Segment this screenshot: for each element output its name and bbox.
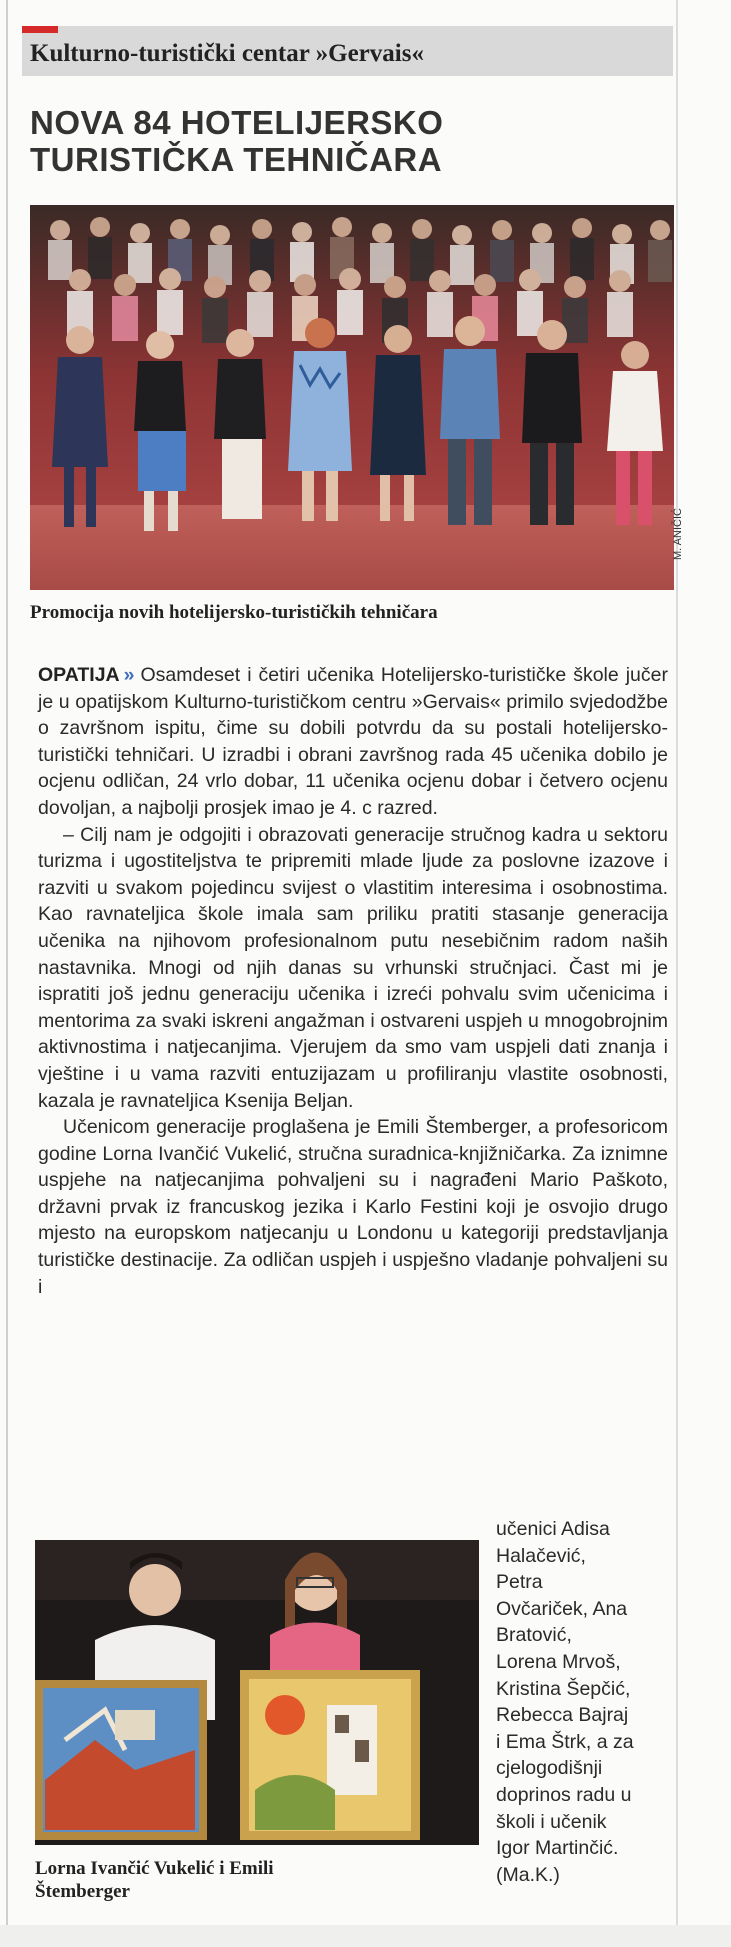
author-initials: (Ma.K.)	[496, 1863, 560, 1886]
article-continuation	[496, 1516, 676, 1888]
headline-line-1: NOVA 84 HOTELIJERSKO	[30, 104, 444, 141]
main-photo-caption: Promocija novih hotelijersko-turističkih tehničara	[30, 602, 438, 623]
continuation-line: učenici Adisa	[496, 1518, 610, 1540]
article-paragraph-3: Učenicom generacije proglašena je Emili Štemberger, a profesoricom godine Lorna Ivančić Vukelić, stručna suradnica-knjižničarka. Za iznimne uspjehe na natjecanjima pohvaljeni su i nagrađeni Mario Paškoto, državni prvak iz francuskog jezika i Karlo Festini koji je osvojio drugo mjesto na europskom natjecanju u Londonu u kategoriji predstavljanja turističke destinacije. Za odličan uspjeh i uspješno vladanje pohvaljeni su i	[38, 1116, 668, 1298]
paragraph-1-text: Osamdeset i četiri učenika Hotelijersko-turističke škole jučer je u opatijskom Kulturno-turističkom centru »Gervais« primilo svjedodžbe o završnom ispitu, čime su dobili potvrdu da su postali hotelijersko-turistički tehničari. U izradbi i obrani završnog rada 45 učenika dobilo je ocjenu odličan, 24 vrlo dobar, 11 učenika ocjenu dobar i četvero ocjenu dovoljan, a najbolji prosjek imao je 4. c razred.	[38, 664, 668, 819]
continuation-line: Ovčariček, Ana	[496, 1597, 628, 1620]
dateline: OPATIJA	[38, 664, 120, 686]
continuation-line: Bratović,	[496, 1624, 572, 1647]
dateline-arrows-icon: »	[123, 664, 135, 686]
continuation-line: Kristina Šepčić,	[496, 1677, 631, 1700]
page-edge-bottom	[0, 1925, 731, 1947]
page-edge-left	[6, 0, 8, 1925]
main-photo	[30, 205, 674, 590]
kicker-accent	[22, 26, 58, 33]
article-paragraph-1	[38, 662, 668, 822]
continuation-line: Lorena Mrvoš,	[496, 1650, 621, 1673]
photo-credit: M. ANIČIĆ	[672, 508, 684, 560]
award-caption-line-2: Štemberger	[35, 1881, 130, 1902]
continuation-line: Petra	[496, 1571, 543, 1594]
graduates-group-photo	[30, 205, 674, 590]
page-edge-right	[676, 0, 678, 1925]
award-photo	[35, 1540, 479, 1845]
continuation-line: Igor Martinčić.	[496, 1837, 619, 1860]
continuation-line: doprinos radu u	[496, 1783, 632, 1806]
award-photo-caption	[35, 1857, 475, 1903]
article-paragraph-2: – Cilj nam je odgojiti i obrazovati generacije stručnog kadra u sektoru turizma i ugostiteljstva te pripremiti mlade ljude za poslovne izazove i razviti u svakom pojedincu svijest o vlastitim interesima i osobnostima. Kao ravnateljica škole imala sam priliku pratiti stasanje generacija učenika na njihovom profesionalnom putu nesebičnim radom naših nastavnika. Mnogi od njih danas su vrhunski stručnjaci. Čast mi je ispratiti još jednu generaciju učenika i izreći pohvalu svim učenicima i mentorima za svaki iskreni angažman i ostvareni uspjeh u mnogobrojnim aktivnostima i natjecanjima. Vjerujem da smo vam uspjeli dati znanja i vještine i u vama razviti entuzijazam u profiliranju vlastite osobnosti, kazala je ravnateljica Ksenija Beljan.	[38, 823, 668, 1112]
headline	[30, 104, 670, 178]
continuation-line: Rebecca Bajraj	[496, 1704, 629, 1727]
headline-line-2: TURISTIČKA TEHNIČARA	[30, 141, 443, 178]
award-caption-line-1: Lorna Ivančić Vukelić i Emili	[35, 1858, 274, 1879]
continuation-line: cjelogodišnji	[496, 1757, 603, 1780]
teacher-and-student-photo	[35, 1540, 479, 1845]
article-body	[38, 662, 668, 1300]
kicker-title: Kulturno-turistički centar »Gervais«	[30, 40, 424, 67]
continuation-line: i Ema Štrk, a za	[496, 1730, 634, 1753]
continuation-line: Halačević,	[496, 1544, 586, 1567]
continuation-line: školi i učenik	[496, 1810, 607, 1833]
